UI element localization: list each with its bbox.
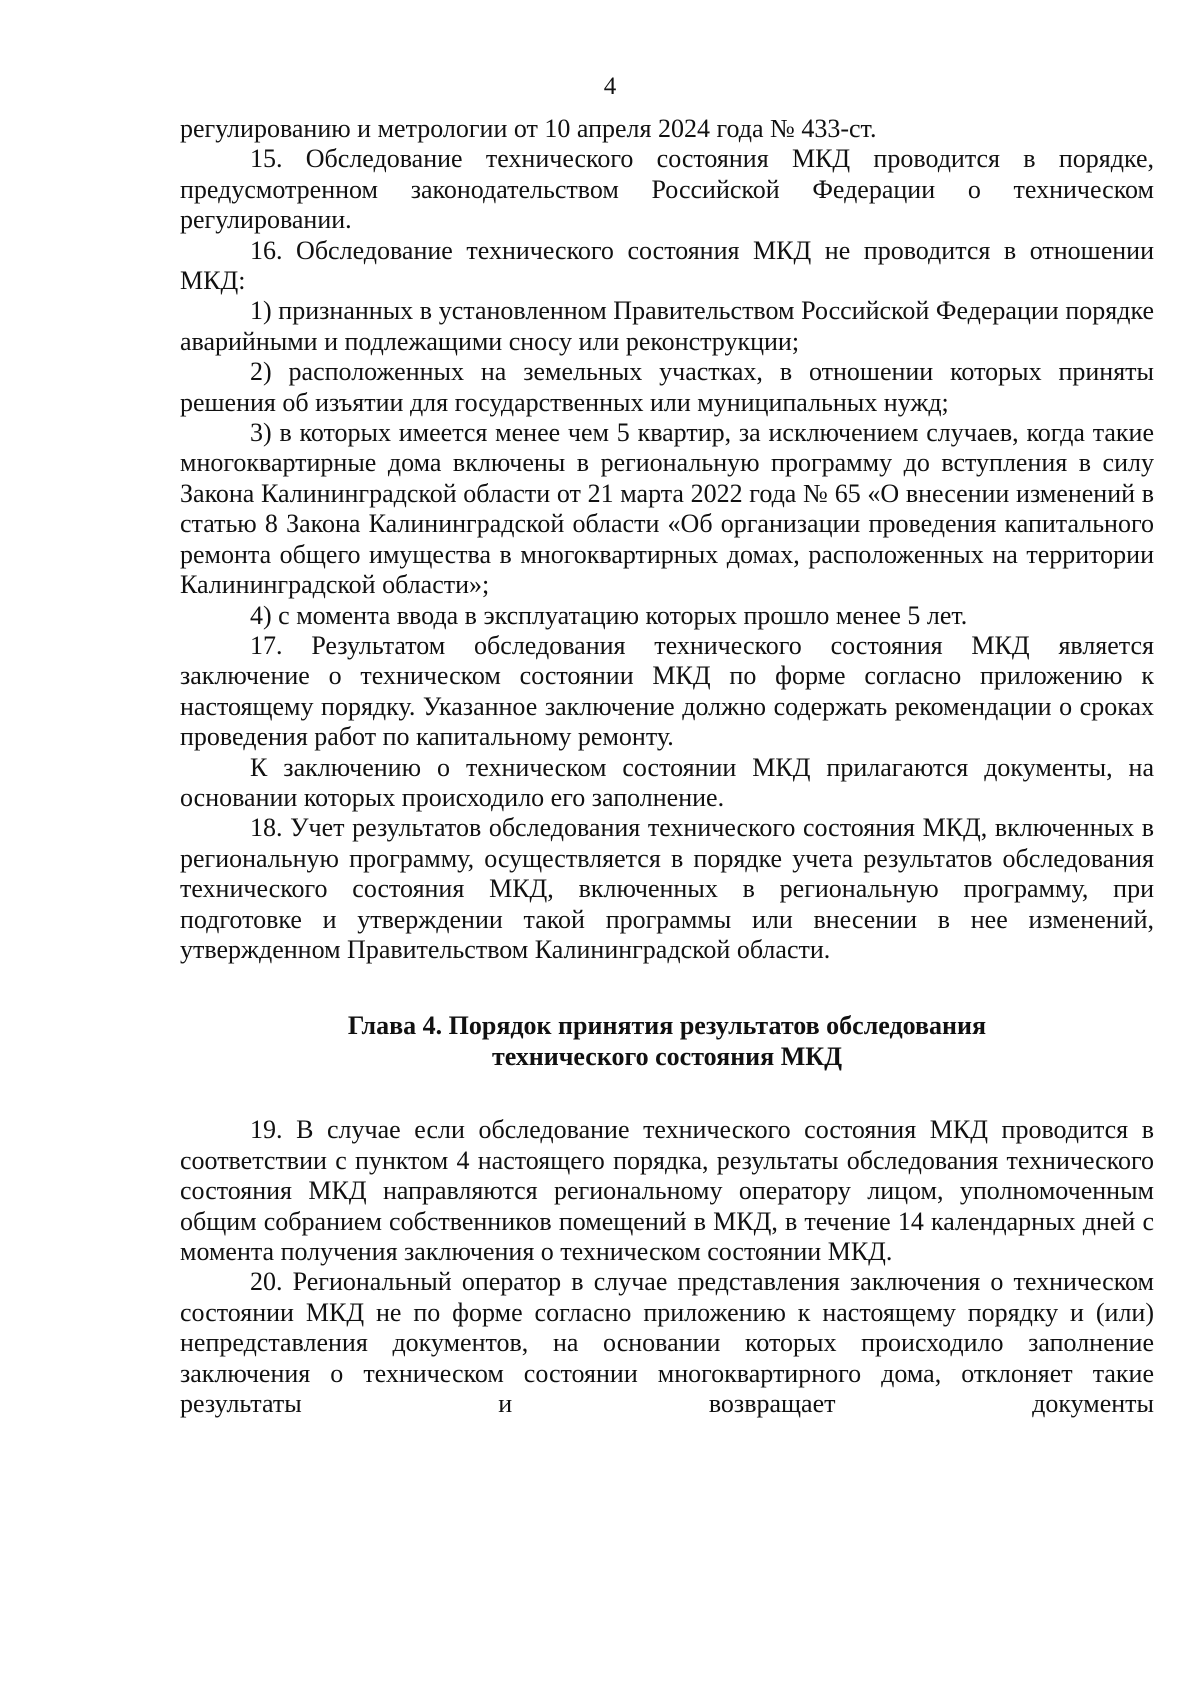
paragraph-19: 19. В случае если обследование технического состояния МКД проводится в соответствии с пунктом 4 настоящего порядка, результаты обследования технического состояния МКД направляются региональному оператору лицом, уполномоченным общим собранием собственников помещений в МКД, в течение 14 календарных дней с момента получения заключения о техническом состоянии МКД.	[180, 1115, 1154, 1266]
chapter-heading-line-1: Глава 4. Порядок принятия результатов обследования	[347, 1011, 987, 1041]
chapter-heading-line-2: технического состояния МКД	[492, 1042, 842, 1072]
chapter-heading	[180, 1010, 1154, 1072]
paragraph-16-item-4: 4) с момента ввода в эксплуатацию которых прошло менее 5 лет.	[250, 600, 968, 630]
paragraph-20: 20. Региональный оператор в случае представления заключения о техническом состоянии МКД не по форме согласно приложению к настоящему порядку и (или) непредставления документов, на основании которых происходило заполнение заключения о техническом состоянии многоквартирного дома, отклоняет такие результаты и возвращает документы	[180, 1267, 1154, 1419]
paragraph-15: 15. Обследование технического состояния МКД проводится в порядке, предусмотренном законодательством Российской Федерации о техническом регулировании.	[180, 144, 1154, 235]
paragraph-continuation: регулированию и метрологии от 10 апреля 2024 года № 433-ст.	[180, 114, 877, 143]
page-number: 4	[603, 73, 617, 100]
paragraph-16-item-3: 3) в которых имеется менее чем 5 квартир, за исключением случаев, когда такие многоквартирные дома включены в региональную программу до вступления в силу Закона Калининградской области от 21 марта 2022 года № 65 «О внесении изменений в статью 8 Закона Калининградской области «Об организации проведения капитального ремонта общего имущества в многоквартирных домах, расположенных на территории Калининградской области»;	[180, 418, 1154, 600]
paragraph-18: 18. Учет результатов обследования технического состояния МКД, включенных в региональную программу, осуществляется в порядке учета результатов обследования технического состояния МКД, включенных в региональную программу, при подготовке и утверждении такой программы или внесении в нее изменений, утвержденном Правительством Калининградской области.	[180, 813, 1154, 964]
paragraph-16-item-1: 1) признанных в установленном Правительством Российской Федерации порядке аварийными и подлежащими сносу или реконструкции;	[180, 296, 1154, 356]
paragraph-16: 16. Обследование технического состояния МКД не проводится в отношении МКД:	[180, 235, 1154, 296]
document-body	[180, 114, 1154, 1419]
paragraph-17-attachments: К заключению о техническом состоянии МКД прилагаются документы, на основании которых происходило его заполнение.	[180, 752, 1154, 812]
paragraph-17: 17. Результатом обследования технического состояния МКД является заключение о техническом состоянии МКД по форме согласно приложению к настоящему порядку. Указанное заключение должно содержать рекомендации о сроках проведения работ по капитальному ремонту.	[180, 630, 1154, 752]
paragraph-16-item-2: 2) расположенных на земельных участках, в отношении которых приняты решения об изъятии для государственных или муниципальных нужд;	[180, 357, 1154, 417]
